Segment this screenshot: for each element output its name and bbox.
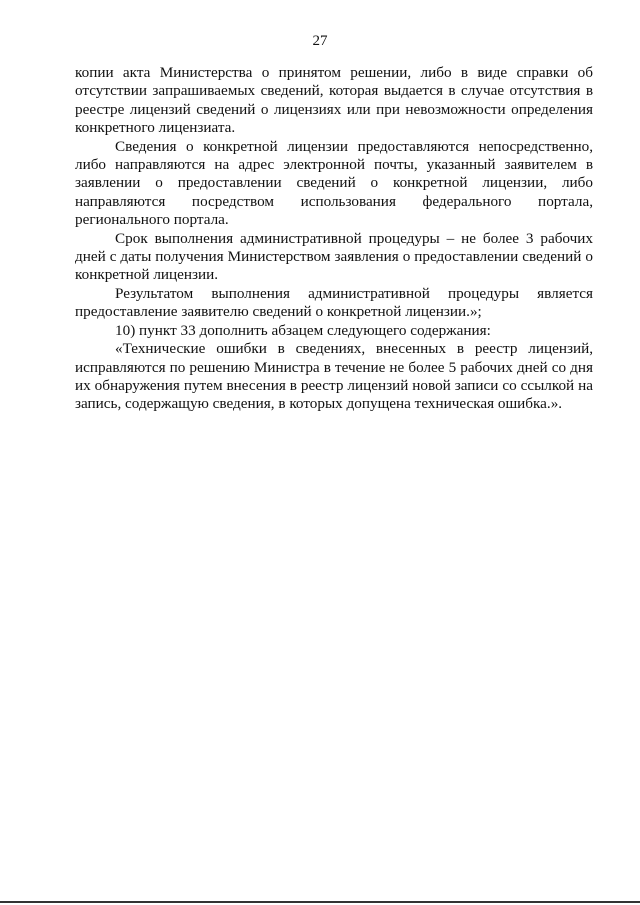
page-bottom-edge [0,901,640,903]
page-number: 27 [312,33,328,49]
paragraph-technical-errors: «Технические ошибки в сведениях, внесенных в реестр лицензий, исправляются по решению Министра в течение не более 5 рабочих дней со дня их обнаружения путем внесения в реестр лицензий новой записи со ссылкой на запись, содержащую сведения, в которых допущена техническая ошибка.». [75,340,593,413]
paragraph-license-act-copy: копии акта Министерства о принятом решении, либо в виде справки об отсутствии запрашиваемых сведений, которая выдается в случае отсутствия в реестре лицензий сведений о лицензиях или при невозможности определения конкретного лицензиата. [75,64,593,137]
paragraph-item-10: 10) пункт 33 дополнить абзацем следующего содержания: [115,321,491,339]
paragraph-procedure-result: Результатом выполнения административной процедуры является предоставление заявителю сведений о конкретной лицензии.»; [75,284,593,321]
paragraph-procedure-deadline: Срок выполнения административной процедуры – не более 3 рабочих дней с даты получения Министерством заявления о предоставлении сведений о конкретной лицензии. [75,229,593,284]
document-body [75,64,593,414]
paragraph-license-info-delivery: Сведения о конкретной лицензии предоставляются непосредственно, либо направляются на адрес электронной почты, указанный заявителем в заявлении о предоставлении сведений о конкретной лицензии, либо направляются посредством использования федерального портала, регионального портала. [75,137,593,229]
